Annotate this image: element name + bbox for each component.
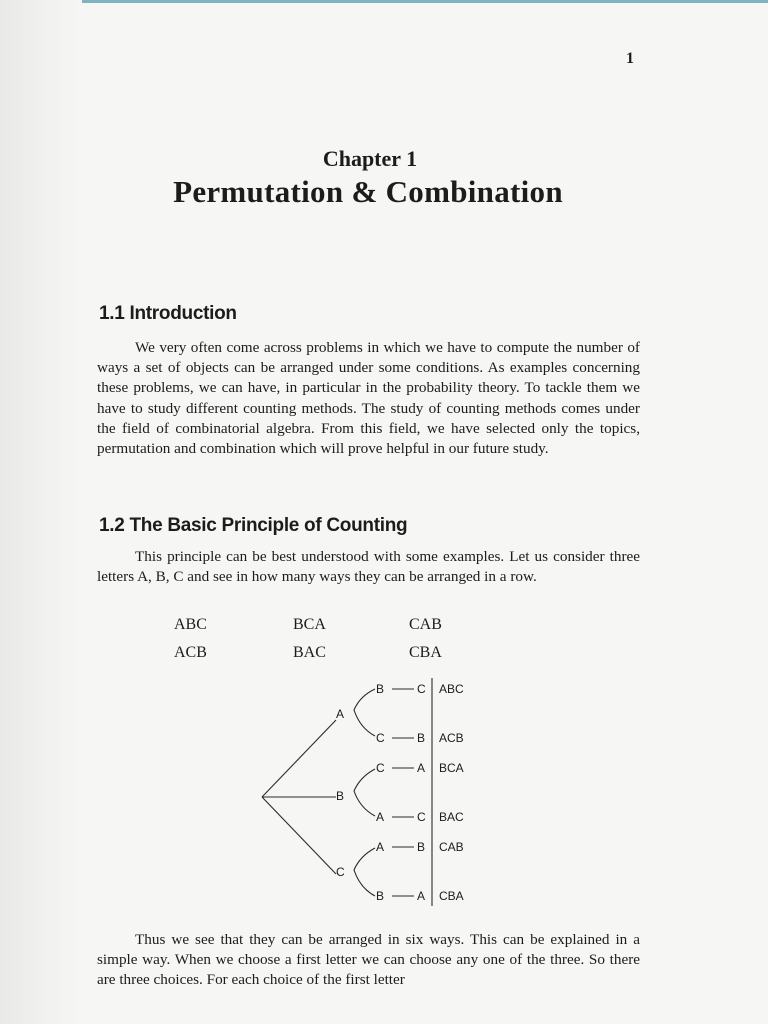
tree-branch-a — [262, 720, 336, 797]
basic-principle-paragraph: This principle can be best understood with some examples. Let us consider three letters A, B, C and see in how many ways they can be arranged in a row. — [97, 548, 640, 586]
tree-result-5: CAB — [439, 840, 464, 854]
page-number: 1 — [626, 50, 634, 67]
tree-fork-a — [354, 689, 375, 736]
chapter-title: Permutation & Combination — [173, 174, 563, 209]
section-heading-basic-principle: 1.2 The Basic Principle of Counting — [99, 515, 408, 536]
introduction-paragraph: We very often come across problems in which we have to compute the number of ways a set of objects can be arranged under some conditions. As examples concerning these problems, we can have, in particular in the probability theory. To tackle them we have to study different counting methods. The study of counting methods comes under the field of combinatorial algebra. From this field, we have selected only the topics, permutation and combination which will prove helpful in our future study. — [97, 339, 640, 458]
tree-second-5: A — [376, 840, 385, 854]
tree-result-6: CBA — [439, 889, 464, 903]
tree-node-b: B — [336, 789, 345, 803]
tree-result-1: ABC — [439, 682, 464, 696]
tree-third-4: C — [417, 810, 426, 824]
tree-result-3: BCA — [439, 761, 464, 775]
section-heading-introduction: 1.1 Introduction — [99, 303, 237, 324]
tree-third-1: C — [417, 682, 426, 696]
tree-second-1: B — [376, 682, 385, 696]
tree-second-3: C — [376, 761, 385, 775]
arrangement-acb: ACB — [174, 644, 207, 661]
tree-third-3: A — [417, 761, 426, 775]
arrangement-bac: BAC — [293, 644, 326, 661]
tree-second-6: B — [376, 889, 385, 903]
closing-paragraph: Thus we see that they can be arranged in six ways. This can be explained in a simple way. When we choose a first letter we can choose any one of the three. So there are three choices. For each choice of the first letter — [97, 931, 640, 989]
arrangement-cba: CBA — [409, 644, 442, 661]
arrangement-cab: CAB — [409, 616, 442, 633]
permutation-tree-diagram — [250, 676, 490, 908]
tree-fork-c — [354, 848, 375, 896]
arrangement-abc: ABC — [174, 616, 207, 633]
chapter-label: Chapter 1 — [322, 146, 418, 171]
tree-fork-b — [354, 769, 375, 816]
tree-result-2: ACB — [439, 731, 464, 745]
tree-second-4: A — [376, 810, 385, 824]
tree-third-5: B — [417, 840, 426, 854]
arrangement-bca: BCA — [293, 616, 326, 633]
tree-node-a: A — [336, 707, 345, 721]
tree-second-2: C — [376, 731, 385, 745]
tree-third-2: B — [417, 731, 426, 745]
tree-result-4: BAC — [439, 810, 464, 824]
tree-node-c: C — [336, 865, 345, 879]
page-top-border — [82, 0, 768, 3]
tree-third-6: A — [417, 889, 426, 903]
tree-branch-c — [262, 797, 336, 874]
